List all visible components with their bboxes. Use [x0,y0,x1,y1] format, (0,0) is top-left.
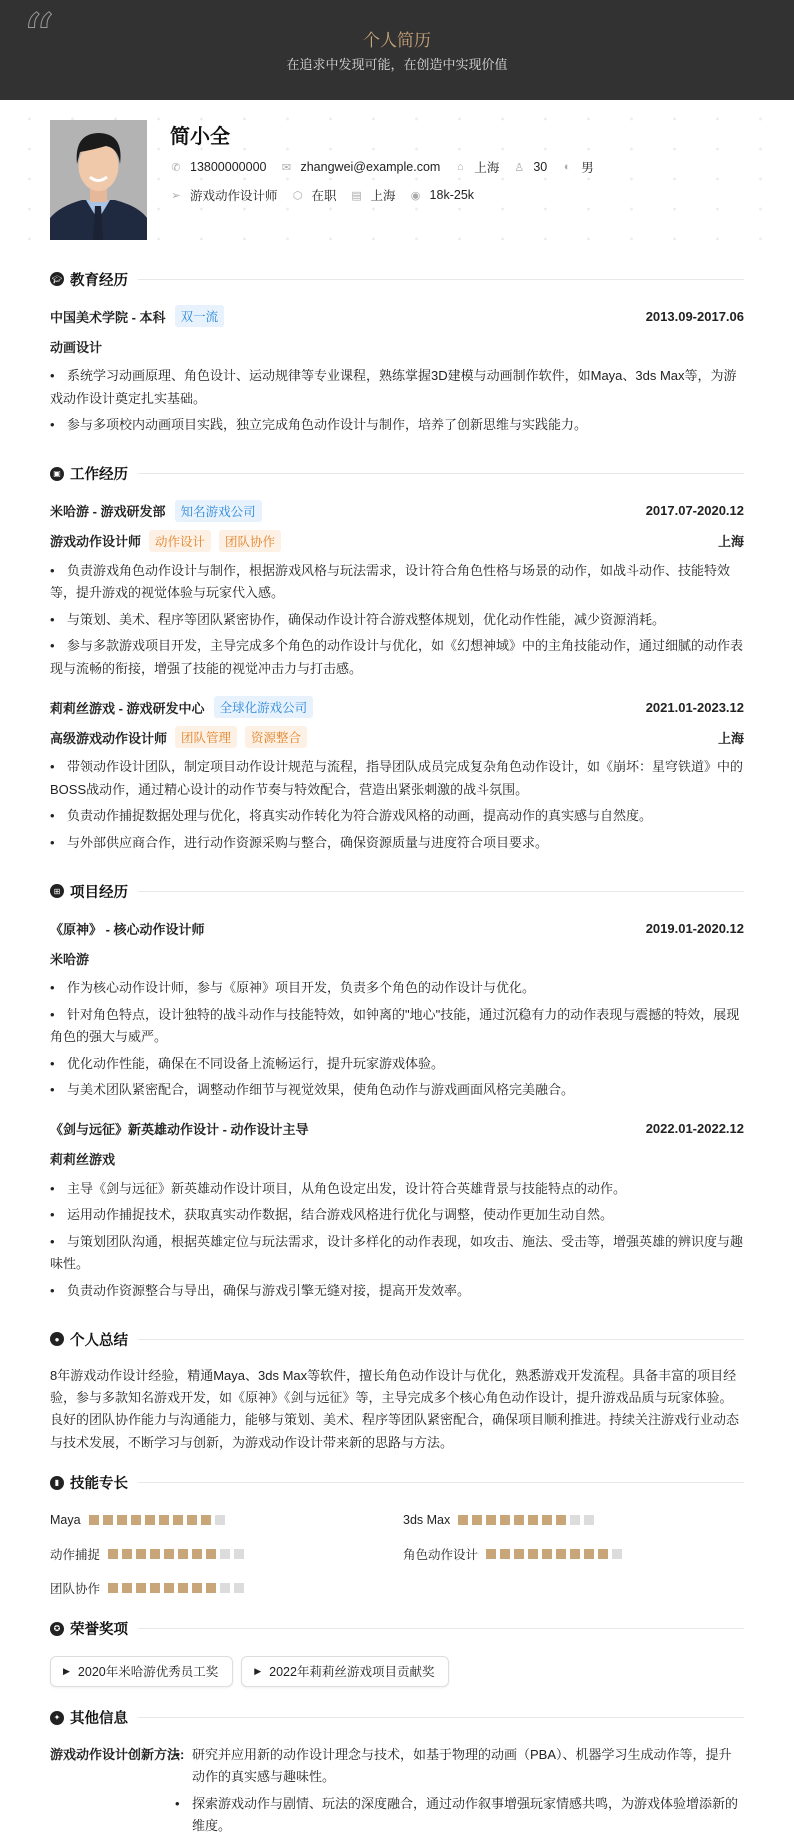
skill-level-filled [500,1515,510,1525]
skill-level-empty [220,1583,230,1593]
bullet: • 主导《剑与远征》新英雄动作设计项目，从角色设定出发，设计符合英雄背景与技能特点的动作。 [50,1178,744,1201]
work-item [50,500,744,681]
skill-level-filled [89,1515,99,1525]
section-title: 项目经历 [70,884,128,901]
skill-level-filled [598,1549,608,1559]
triangle-right-icon: ▶ [254,1665,262,1676]
divider [138,279,744,280]
skill-tag: 资源整合 [245,726,307,748]
bullet: • 负责游戏角色动作设计与制作，根据游戏风格与玩法需求，设计符合角色性格与场景的动作，如战斗动作、技能特效等，提升游戏的视觉体验与玩家代入感。 [50,560,744,605]
skill-level-filled [122,1549,132,1559]
location: 上海 [474,161,500,175]
skill-level-filled [108,1549,118,1559]
skill-name: Maya [50,1512,81,1527]
job-row [170,186,488,204]
resume-subtitle: 在追求中发现可能，在创造中实现价值 [286,57,508,72]
divider [138,891,744,892]
bar-chart-icon: ▮ [50,1476,64,1490]
grid-icon: ⊞ [50,884,64,898]
contact-row [170,158,608,176]
skill-level-empty [570,1515,580,1525]
info-icon: ✦ [50,1711,64,1725]
other-section [50,1708,744,1838]
bullet: • 与外部供应商合作，进行动作资源采购与整合，确保资源质量与进度符合项目要求。 [50,832,744,855]
skill-level-filled [458,1515,468,1525]
skill-level-filled [136,1549,146,1559]
skill-level-filled [514,1515,524,1525]
home-icon: ⌂ [457,161,464,173]
education-item [50,305,744,437]
project-name: 《剑与远征》新英雄动作设计 - 动作设计主导 [50,1122,309,1137]
skill-item [403,1543,743,1565]
skill-level-filled [514,1549,524,1559]
section-title: 荣誉奖项 [70,1622,128,1639]
age-icon: ♙ [514,161,525,174]
skill-level-filled [122,1583,132,1593]
skill-level-filled [556,1549,566,1559]
bullet: • 探索游戏动作与剧情、玩法的深度融合，通过动作叙事增强玩家情感共鸣，为游戏体验增添新的维度。 [175,1793,744,1838]
date-range: 2013.09-2017.06 [645,308,744,324]
divider [138,1482,744,1483]
skill-tag: 动作设计 [149,530,211,552]
section-title: 其他信息 [70,1711,128,1728]
role: 高级游戏动作设计师 [50,730,168,746]
skill-level-filled [542,1515,552,1525]
skill-item [50,1543,403,1565]
age: 30 [533,160,548,174]
skill-level-empty [234,1583,244,1593]
date-range: 2017.07-2020.12 [645,503,744,518]
section-title: 技能专长 [70,1476,128,1493]
skill-level-filled [173,1515,183,1525]
company-name: 米哈游 - 游戏研发部 [50,504,166,519]
bullet: • 作为核心动作设计师，参与《原神》项目开发，负责多个角色的动作设计与优化。 [50,977,744,1000]
skill-level-filled [206,1583,216,1593]
bullet: • 负责动作捕捉数据处理与优化，将真实动作转化为符合游戏风格的动画，提高动作的真实感与自然度。 [50,805,744,828]
award-item[interactable] [50,1656,233,1687]
other-label: 游戏动作设计创新方法: [50,1746,185,1762]
triangle-right-icon: ▶ [63,1665,70,1676]
skill-level-filled [117,1515,127,1525]
bullet: • 针对角色特点，设计独特的战斗动作与技能特效，如钟离的"地心"技能，通过沉稳有力的动作表现与震撼的特效，展现角色的强大与威严。 [50,1004,744,1049]
skill-level-filled [178,1549,188,1559]
skill-level-filled [500,1549,510,1559]
work-item [50,696,744,854]
resume-title: 个人简历 [363,31,431,50]
bullet: • 优化动作性能，确保在不同设备上流畅运行，提升玩家游戏体验。 [50,1053,744,1076]
skill-item [403,1509,743,1531]
skill-level-empty [220,1549,230,1559]
school-name: 中国美术学院 - 本科 [50,309,166,325]
skill-level-filled [192,1549,202,1559]
skill-level-filled [103,1515,113,1525]
bullet: • 研究并应用新的动作设计理念与技术，如基于物理的动画（PBA）、机器学习生成动作等，提升动作的真实感与趣味性。 [175,1744,744,1789]
bullet: • 与策划、美术、程序等团队紧密协作，确保动作设计符合游戏整体规划，优化动作性能，减少资源消耗。 [50,609,744,632]
bullet: • 带领动作设计团队，制定项目动作设计规范与流程，指导团队成员完成复杂角色动作设计，如《崩坏：星穹铁道》中的BOSS战动作，通过精心设计的动作节奏与特效配合，营造出紧张刺激的战斗氛围。 [50,756,744,801]
gender: 男 [581,161,594,175]
bullet: • 负责动作资源整合与导出，确保与游戏引擎无缝对接，提高开发效率。 [50,1280,744,1303]
skill-level-filled [528,1549,538,1559]
award-icon: ✪ [50,1622,64,1636]
date-range: 2019.01-2020.12 [645,920,744,936]
phone: 13800000000 [190,160,267,174]
section-title: 工作经历 [70,467,128,483]
job-title: 游戏动作设计师 [190,189,278,203]
skill-level-empty [584,1515,594,1525]
job-status: 在职 [311,189,337,203]
skill-level-filled [145,1515,155,1525]
status-icon: ⬡ [292,189,303,202]
company-tag: 全球化游戏公司 [214,696,314,718]
project-name: 《原神》 - 核心动作设计师 [50,921,205,937]
divider [138,1717,744,1718]
bullet: • 与美术团队紧密配合，调整动作细节与视觉效果，使角色动作与游戏画面风格完美融合。 [50,1079,744,1102]
user-icon: ● [50,1332,64,1346]
target-city: 上海 [370,189,396,203]
role: 游戏动作设计师 [50,534,142,549]
skill-level-filled [206,1549,216,1559]
company-name: 莉莉丝游戏 - 游戏研发中心 [50,700,205,716]
skill-name: 角色动作设计 [403,1547,479,1562]
skill-level-filled [164,1583,174,1593]
projects-section [50,881,744,1302]
skill-item [50,1509,403,1531]
candidate-name: 简小全 [170,126,230,148]
work-city: 上海 [717,534,744,549]
skill-level-filled [542,1549,552,1559]
divider [138,1339,744,1340]
project-item [50,1118,744,1303]
date-range: 2022.01-2022.12 [645,1121,744,1136]
skill-level-filled [486,1515,496,1525]
skill-level-empty [612,1549,622,1559]
section-title: 个人总结 [70,1332,128,1349]
skills-grid [50,1509,744,1599]
skill-level-filled [584,1549,594,1559]
skill-level-empty [234,1549,244,1559]
skill-tag: 团队管理 [175,726,237,748]
profile-photo [50,120,147,240]
skill-level-filled [150,1583,160,1593]
email: zhangwei@example.com [300,160,441,174]
email-icon: ✉ [281,161,292,174]
skill-level-filled [178,1583,188,1593]
salary: 18k-25k [429,188,475,202]
summary-text: 8年游戏动作设计经验，精通Maya、3ds Max等软件，擅长角色动作设计与优化，熟悉游戏开发流程。具备丰富的项目经验，参与多款知名游戏开发，如《原神》《剑与远征》等，主导完成多个核心角色动作设计，提升游戏品质与玩家体验。良好的团队协作能力与沟通能力，能够与策划、美术、程序等团队紧密配合，确保项目顺利推进。持续关注游戏行业动态与技术发展，不断学习与创新，为游戏动作设计带来新的思路与方法。 [50,1368,740,1450]
phone-icon: ✆ [171,161,181,174]
briefcase-icon: ▣ [50,467,64,481]
skill-item [50,1577,403,1599]
skill-name: 团队协作 [50,1581,101,1596]
skill-level-filled [108,1583,118,1593]
work-section [50,464,744,855]
award-item[interactable] [241,1656,449,1687]
building-icon: ▤ [351,189,362,202]
project-company: 莉莉丝游戏 [50,1152,116,1167]
gender-icon: ◐ [563,161,571,173]
skill-level-filled [570,1549,580,1559]
bullet: • 运用动作捕捉技术，获取真实动作数据，结合游戏风格进行优化与调整，使动作更加生动自然。 [50,1204,744,1227]
award-label: 2020年米哈游优秀员工奖 [77,1665,219,1680]
bullet: • 参与多项校内动画项目实践，独立完成角色动作设计与制作，培养了创新思维与实践能力。 [50,414,744,437]
education-section [50,269,744,437]
skill-level-filled [192,1583,202,1593]
skill-level-filled [528,1515,538,1525]
skill-level-empty [215,1515,225,1525]
graduation-cap-icon: 🎓︎ [50,272,64,286]
major: 动画设计 [50,339,103,355]
skill-level-filled [136,1583,146,1593]
divider [138,473,744,474]
school-tag: 双一流 [175,305,225,327]
divider [138,1628,744,1629]
skill-level-filled [556,1515,566,1525]
skill-level-filled [472,1515,482,1525]
quote-mark-icon: “ [22,1,55,75]
bullet: • 系统学习动画原理、角色设计、运动规律等专业课程，熟练掌握3D建模与动画制作软件，如Maya、3ds Max等，为游戏动作设计奠定扎实基础。 [50,365,744,410]
company-tag: 知名游戏公司 [175,500,262,522]
work-city: 上海 [717,730,744,746]
summary-section [50,1329,744,1454]
skill-tag: 团队协作 [219,530,281,552]
project-company: 米哈游 [50,951,90,967]
project-item [50,917,744,1102]
skill-level-filled [187,1515,197,1525]
skill-level-filled [131,1515,141,1525]
skills-section [50,1473,744,1599]
award-label: 2022年莉莉丝游戏项目贡献奖 [269,1665,435,1680]
skill-level-filled [486,1549,496,1559]
salary-icon: ◉ [410,189,421,202]
skill-level-filled [150,1549,160,1559]
skill-level-filled [164,1549,174,1559]
section-title: 教育经历 [70,272,128,289]
profile-section [0,100,794,240]
bullet: • 与策划团队沟通，根据英雄定位与玩法需求，设计多样化的动作表现，如攻击、施法、受击等，增强英雄的辨识度与趣味性。 [50,1231,744,1276]
resume-header [0,0,794,100]
honors-section [50,1619,744,1687]
skill-level-filled [201,1515,211,1525]
send-icon: ➢ [171,189,181,202]
bullet: • 参与多款游戏项目开发，主导完成多个角色的动作设计与优化，如《幻想神域》中的主角技能动作，通过细腻的动作表现与流畅的衔接，增强了技能的视觉冲击力与打击感。 [50,635,744,680]
skill-level-filled [159,1515,169,1525]
skill-name: 3ds Max [403,1512,451,1527]
date-range: 2021.01-2023.12 [645,699,744,715]
skill-name: 动作捕捉 [50,1547,101,1562]
